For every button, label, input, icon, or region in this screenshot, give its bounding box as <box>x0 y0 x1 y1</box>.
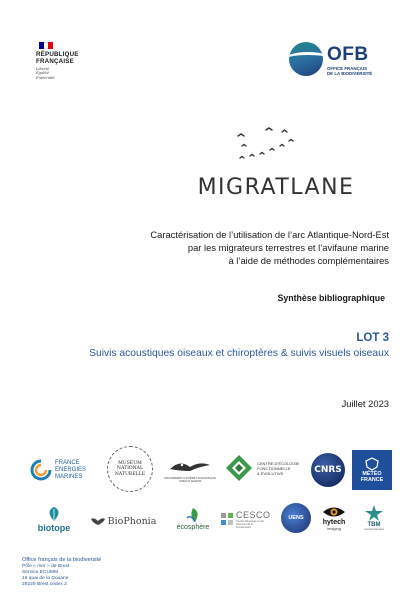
wave-icon <box>30 459 52 481</box>
biophonia-logo <box>84 508 162 534</box>
biotope-leaf-icon <box>43 505 65 523</box>
footer-organization: Office français de la biodiversité <box>22 557 102 563</box>
ofb-emblem-icon <box>289 42 323 76</box>
eye-icon <box>322 505 346 519</box>
footer-line: Pôle « mer » de Brest <box>22 563 70 569</box>
ecosphere-logo <box>168 500 218 536</box>
footer-line: 16 quai de la Douane <box>22 575 69 581</box>
publication-date: Juillet 2023 <box>341 398 389 409</box>
meteo-france-map-icon <box>364 457 380 471</box>
project-name: MIGRATLANE <box>197 175 355 200</box>
tbm-logo <box>356 500 392 536</box>
bat-icon <box>90 513 106 529</box>
tbm-star-icon <box>363 504 385 522</box>
ecosphere-text: écosphère <box>176 523 210 531</box>
cesco-text: CESCO <box>236 509 271 520</box>
hytech-logo <box>314 500 354 536</box>
meteo-france-logo <box>352 450 392 490</box>
cefe-logo <box>224 448 304 488</box>
uens-logo <box>280 502 312 534</box>
uens-text: UENS <box>288 515 304 521</box>
seabird-icon <box>168 457 212 477</box>
tbm-text: TBM <box>367 522 381 529</box>
museum-text: MUSÉUM NATIONAL NATURELLE <box>114 460 146 477</box>
biotope-text: biotope <box>37 523 71 533</box>
ofb-logo <box>289 42 389 78</box>
meteo-france-text: MÉTÉO FRANCE <box>360 471 384 483</box>
hytech-text: hytech <box>322 519 346 526</box>
cefe-emblem-icon <box>224 453 254 483</box>
french-flag-icon <box>39 42 53 49</box>
description-line: Caractérisation de l’utilisation de l’arc Atlantique-Nord-Est <box>150 229 389 240</box>
biophonia-text: BioPhonia <box>107 515 157 527</box>
footer-address <box>22 557 182 588</box>
ofb-logo-subtitle: OFFICE FRANÇAIS DE LA BIODIVERSITÉ <box>327 66 373 76</box>
project-description <box>59 228 389 267</box>
description-line: par les migrateurs terrestres et l’avifaune marine <box>187 242 389 253</box>
republique-name: RÉPUBLIQUE FRANÇAISE <box>36 51 79 65</box>
cesco-caption: Centre d’Écologie et des Sciences de la Conservation <box>236 519 265 529</box>
tbm-subtitle: environnement <box>364 527 384 532</box>
museum-logo <box>105 444 155 494</box>
migrating-birds-icon <box>234 124 296 166</box>
lot-title: LOT 3 <box>356 332 389 344</box>
republique-francaise-logo <box>36 42 96 80</box>
cnrs-logo <box>310 452 346 488</box>
document-type: Synthèse bibliographique <box>277 293 385 303</box>
france-energies-marines-logo <box>30 452 102 488</box>
gisop-caption: GROUPEMENT D’INTÉRÊT SCIENTIFIQUE OISEAUX MARINS <box>164 477 216 483</box>
lot-subtitle: Suivis acoustiques oiseaux et chiroptères & suivis visuels oiseaux <box>89 348 389 359</box>
cesco-logo <box>220 504 276 534</box>
ecosphere-icon <box>183 506 203 524</box>
hytech-subtitle: imaging <box>326 526 341 531</box>
footer-line: Service ECUMM <box>22 569 59 575</box>
footer-line: 29229 Brest cedex 2 <box>22 581 67 587</box>
ofb-logo-text: OFB <box>327 44 369 65</box>
cnrs-text: CNRS <box>314 465 342 475</box>
cesco-emblem-icon <box>220 512 234 526</box>
biotope-logo <box>28 502 80 536</box>
description-line: à l’aide de méthodes complémentaires <box>228 255 389 266</box>
republique-motto: Liberté Égalité Fraternité <box>36 67 55 80</box>
cefe-text: CENTRE D’ÉCOLOGIE FONCTIONNELLE & ÉVOLUTIVE <box>257 460 300 476</box>
gisop-logo <box>160 452 220 488</box>
france-energies-marines-text: FRANCE ENERGIES MARINES <box>55 459 87 480</box>
